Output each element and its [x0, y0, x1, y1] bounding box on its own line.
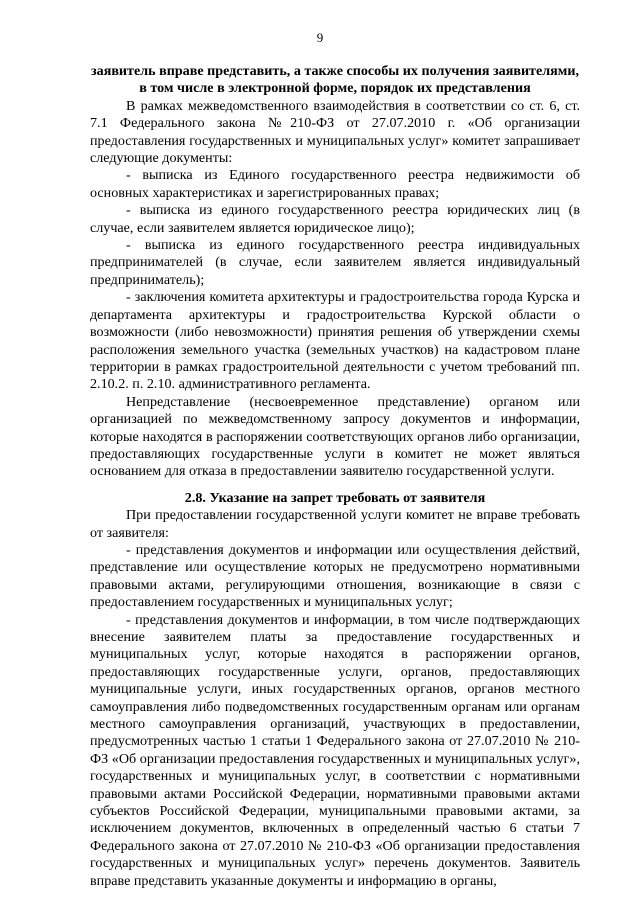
list-item: - выписка из Единого государственного реестра недвижимости об основных характеристиках и зарегистрированных правах;: [90, 167, 580, 201]
list-item: - представления документов и информации, в том числе подтверждающих внесение заявителем платы за предоставление государственных и муниципальных услуг, которые находятся в распоряжении органов, предоставляющих государственные услуги, органов, предоставляющих муниципальные услуги, иных государственных органов, органов местного самоуправления либо подведомственных государственным органам или органам местного самоуправления организаций, участвующих в предоставлении, предусмотренных частью 1 статьи 1 Федерального закона от 27.07.2010 № 210-ФЗ «Об организации предоставления государственных и муниципальных услуг», государственных и муниципальных услуг, в соответствии с нормативными правовыми актами Российской Федерации, нормативными правовыми актами субъектов Российской Федерации, муниципальными правовыми актами, за исключением документов, включенных в определенный частью 6 статьи 7 Федерального закона от 27.07.2010 № 210-ФЗ «Об организации предоставления государственных и муниципальных услуг» перечень документов. Заявитель вправе представить указанные документы и информацию в органы,: [90, 611, 580, 889]
page-number: 9: [316, 30, 324, 45]
document-body: [90, 63, 580, 890]
list-item: - заключения комитета архитектуры и градостроительства города Курска и департамента архитектуры и градостроительства Курской области о возможности (либо невозможности) принятия решения об утверждении схемы расположения земельного участка (земельных участков) на кадастровом плане территории в рамках градостроительной деятельности с учетом требований пп. 2.10.2. п. 2.10. административного регламента.: [90, 289, 580, 393]
heading-continuation: заявитель вправе представить, а также способы их получения заявителями, в том числе в электронной форме, порядок их представления: [90, 63, 580, 97]
paragraph: В рамках межведомственного взаимодействия в соответствии со ст. 6, ст. 7.1 Федерального закона №210-ФЗ от 27.07.2010 г. «Об организации предоставления государственных и муниципальных услуг» комитет запрашивает следующие документы:: [90, 97, 580, 167]
list-item: - выписка из единого государственного реестра индивидуальных предпринимателей (в случае, если заявителем является индивидуальный предприниматель);: [90, 237, 580, 288]
list-item: - выписка из единого государственного реестра юридических лиц (в случае, если заявителем является юридическое лицо);: [90, 202, 580, 236]
section-heading: 2.8. Указание на запрет требовать от заявителя: [184, 489, 486, 506]
paragraph: Непредставление (несвоевременное представление) органом или организацией по межведомственному запросу документов и информации, которые находятся в распоряжении соответствующих органов либо организации, предоставляющих государственные услуги в комитет не может являться основанием для отказа в предоставлении заявителю государственной услуги.: [90, 393, 580, 480]
list-item: - представления документов и информации или осуществления действий, представление или осуществление которых не предусмотрено нормативными правовыми актами, регулирующими отношения, возникающие в связи с предоставлением государственных и муниципальных услуг;: [90, 541, 580, 611]
paragraph: При предоставлении государственной услуги комитет не вправе требовать от заявителя:: [90, 507, 580, 541]
